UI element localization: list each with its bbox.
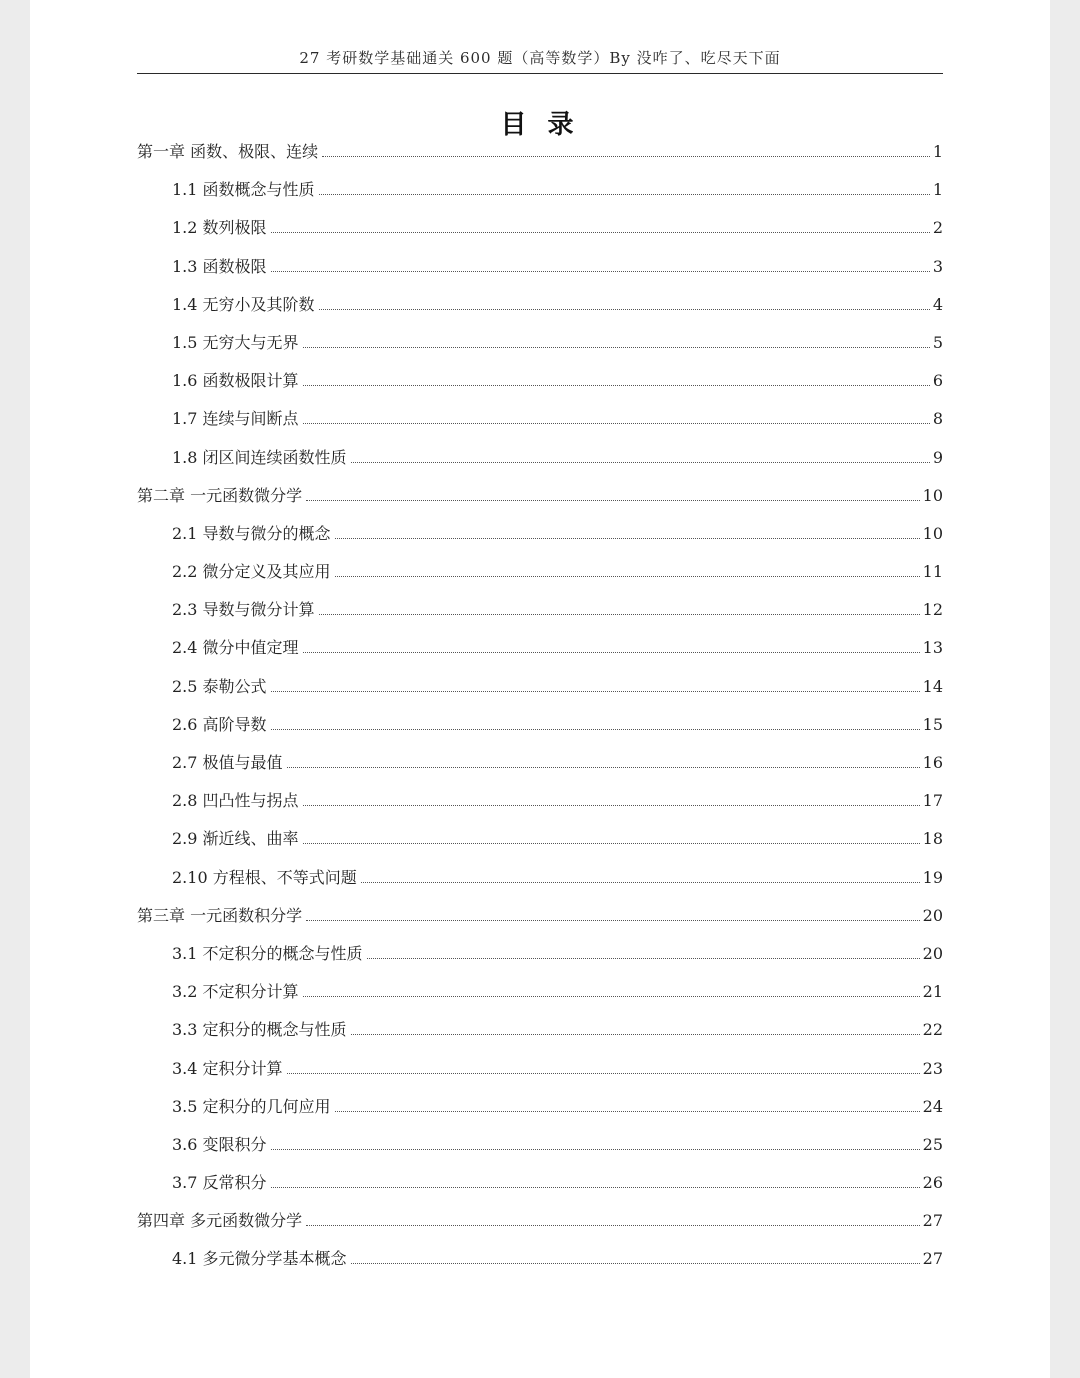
dot-leader xyxy=(306,1224,920,1226)
toc-section-entry[interactable] xyxy=(137,286,943,324)
toc-entry-page-number: 13 xyxy=(922,638,943,658)
toc-entry-page-number: 5 xyxy=(932,332,943,352)
toc-entry-page-number: 27 xyxy=(922,1249,943,1269)
dot-leader xyxy=(351,1262,920,1264)
toc-entry-label: 第一章 函数、极限、连续 xyxy=(137,142,319,161)
toc-title: 目 录 xyxy=(500,110,580,140)
toc-entry-label: 3.1 不定积分的概念与性质 xyxy=(172,943,363,963)
dot-leader xyxy=(287,766,920,768)
toc-entry-page-number: 25 xyxy=(922,1134,943,1154)
toc-entry-label: 第四章 多元函数微分学 xyxy=(137,1211,303,1231)
toc-section-entry[interactable] xyxy=(137,744,943,782)
toc-section-entry[interactable] xyxy=(137,782,943,820)
dot-leader xyxy=(303,995,920,997)
toc-entry-page-number: 22 xyxy=(922,1020,943,1040)
toc-entry-label: 3.2 不定积分计算 xyxy=(172,982,299,1002)
toc-entry-page-number: 17 xyxy=(922,791,943,811)
dot-leader xyxy=(367,957,920,959)
toc-section-entry[interactable] xyxy=(137,668,943,706)
toc-entry-label: 1.8 闭区间连续函数性质 xyxy=(172,447,347,467)
toc-entry-label: 2.2 微分定义及其应用 xyxy=(172,562,331,582)
dot-leader xyxy=(361,881,920,883)
dot-leader xyxy=(303,422,930,424)
toc-section-entry[interactable] xyxy=(137,820,943,858)
toc-chapter-entry[interactable] xyxy=(137,1202,943,1240)
toc-entry-label: 1.6 函数极限计算 xyxy=(172,371,299,391)
dot-leader xyxy=(271,728,920,730)
toc-entry-page-number: 26 xyxy=(922,1173,943,1193)
toc-entry-page-number: 3 xyxy=(932,256,943,276)
toc-entry-label: 第三章 一元函数积分学 xyxy=(137,905,303,925)
toc-entry-page-number: 23 xyxy=(922,1058,943,1078)
toc-entry-label: 3.7 反常积分 xyxy=(172,1173,267,1193)
toc-entry-page-number: 10 xyxy=(922,523,943,543)
toc-section-entry[interactable] xyxy=(137,1126,943,1164)
toc-section-entry[interactable] xyxy=(137,1050,943,1088)
toc-entry-label: 1.2 数列极限 xyxy=(172,218,267,238)
toc-entry-page-number: 8 xyxy=(932,409,943,429)
dot-leader xyxy=(271,231,930,233)
dot-leader xyxy=(335,1110,920,1112)
toc-entry-page-number: 20 xyxy=(922,943,943,963)
dot-leader xyxy=(306,919,920,921)
toc-section-entry[interactable] xyxy=(137,973,943,1011)
toc-entry-page-number: 1 xyxy=(932,180,943,200)
dot-leader xyxy=(335,537,920,539)
toc-entry-page-number: 27 xyxy=(922,1211,943,1231)
toc-section-entry[interactable] xyxy=(137,515,943,553)
toc-section-entry[interactable] xyxy=(137,171,943,209)
toc-entry-page-number: 1 xyxy=(932,142,943,161)
toc-entry-label: 2.7 极值与最值 xyxy=(172,753,283,772)
toc-section-entry[interactable] xyxy=(137,1011,943,1049)
dot-leader xyxy=(271,270,930,272)
toc-chapter-entry[interactable] xyxy=(137,897,943,935)
toc-entry-page-number: 2 xyxy=(932,218,943,238)
dot-leader xyxy=(322,155,930,157)
toc-entry-page-number: 9 xyxy=(932,447,943,467)
toc-section-entry[interactable] xyxy=(137,248,943,286)
toc-section-entry[interactable] xyxy=(137,324,943,362)
toc-entry-label: 2.9 渐近线、曲率 xyxy=(172,829,299,849)
toc-chapter-entry[interactable] xyxy=(137,133,943,171)
toc-entry-page-number: 16 xyxy=(922,753,943,772)
toc-section-entry[interactable] xyxy=(137,209,943,247)
dot-leader xyxy=(303,346,930,348)
toc-section-entry[interactable] xyxy=(137,706,943,744)
toc-entry-page-number: 19 xyxy=(922,867,943,887)
toc-entry-label: 3.3 定积分的概念与性质 xyxy=(172,1020,347,1040)
toc-entry-page-number: 12 xyxy=(922,600,943,620)
dot-leader xyxy=(319,308,930,310)
toc-entry-label: 3.4 定积分计算 xyxy=(172,1058,283,1078)
dot-leader xyxy=(271,690,920,692)
toc-entry-page-number: 10 xyxy=(922,485,943,505)
toc-entry-label: 第二章 一元函数微分学 xyxy=(137,485,303,505)
dot-leader xyxy=(303,384,930,386)
table-of-contents xyxy=(137,133,943,1279)
toc-section-entry[interactable] xyxy=(137,1164,943,1202)
toc-entry-label: 1.7 连续与间断点 xyxy=(172,409,299,429)
toc-entry-label: 2.8 凹凸性与拐点 xyxy=(172,791,299,811)
toc-entry-label: 2.6 高阶导数 xyxy=(172,714,267,734)
toc-entry-page-number: 20 xyxy=(922,905,943,925)
toc-entry-label: 4.1 多元微分学基本概念 xyxy=(172,1249,347,1269)
dot-leader xyxy=(303,842,920,844)
toc-entry-label: 3.5 定积分的几何应用 xyxy=(172,1096,331,1116)
toc-section-entry[interactable] xyxy=(137,400,943,438)
document-page xyxy=(30,0,1050,1378)
toc-section-entry[interactable] xyxy=(137,1088,943,1126)
dot-leader xyxy=(271,1186,920,1188)
toc-entry-label: 2.5 泰勒公式 xyxy=(172,676,267,696)
toc-section-entry[interactable] xyxy=(137,629,943,667)
toc-entry-page-number: 15 xyxy=(922,714,943,734)
toc-entry-label: 1.4 无穷小及其阶数 xyxy=(172,294,315,314)
toc-entry-page-number: 6 xyxy=(932,371,943,391)
toc-entry-label: 2.10 方程根、不等式问题 xyxy=(172,867,357,887)
toc-section-entry[interactable] xyxy=(137,439,943,477)
dot-leader xyxy=(335,575,920,577)
toc-section-entry[interactable] xyxy=(137,935,943,973)
dot-leader xyxy=(319,193,930,195)
toc-section-entry[interactable] xyxy=(137,362,943,400)
toc-entry-label: 3.6 变限积分 xyxy=(172,1134,267,1154)
toc-chapter-entry[interactable] xyxy=(137,477,943,515)
toc-entry-page-number: 11 xyxy=(922,562,943,582)
toc-entry-label: 1.5 无穷大与无界 xyxy=(172,332,299,352)
dot-leader xyxy=(306,499,920,501)
dot-leader xyxy=(319,613,920,615)
dot-leader xyxy=(351,461,930,463)
toc-section-entry[interactable] xyxy=(137,553,943,591)
running-header: 27 考研数学基础通关 600 题（高等数学）By 没咋了、吃尽天下面 xyxy=(137,44,943,74)
dot-leader xyxy=(351,1033,920,1035)
toc-entry-page-number: 14 xyxy=(922,676,943,696)
toc-entry-page-number: 18 xyxy=(922,829,943,849)
toc-entry-page-number: 4 xyxy=(932,294,943,314)
toc-entry-page-number: 24 xyxy=(922,1096,943,1116)
toc-entry-label: 2.3 导数与微分计算 xyxy=(172,600,315,620)
toc-section-entry[interactable] xyxy=(137,591,943,629)
toc-entry-page-number: 21 xyxy=(922,982,943,1002)
dot-leader xyxy=(287,1072,920,1074)
toc-entry-label: 2.4 微分中值定理 xyxy=(172,638,299,658)
toc-section-entry[interactable] xyxy=(137,1240,943,1278)
dot-leader xyxy=(303,651,920,653)
dot-leader xyxy=(303,804,920,806)
dot-leader xyxy=(271,1148,920,1150)
toc-section-entry[interactable] xyxy=(137,859,943,897)
toc-entry-label: 1.1 函数概念与性质 xyxy=(172,180,315,200)
toc-entry-label: 1.3 函数极限 xyxy=(172,256,267,276)
toc-entry-label: 2.1 导数与微分的概念 xyxy=(172,523,331,543)
